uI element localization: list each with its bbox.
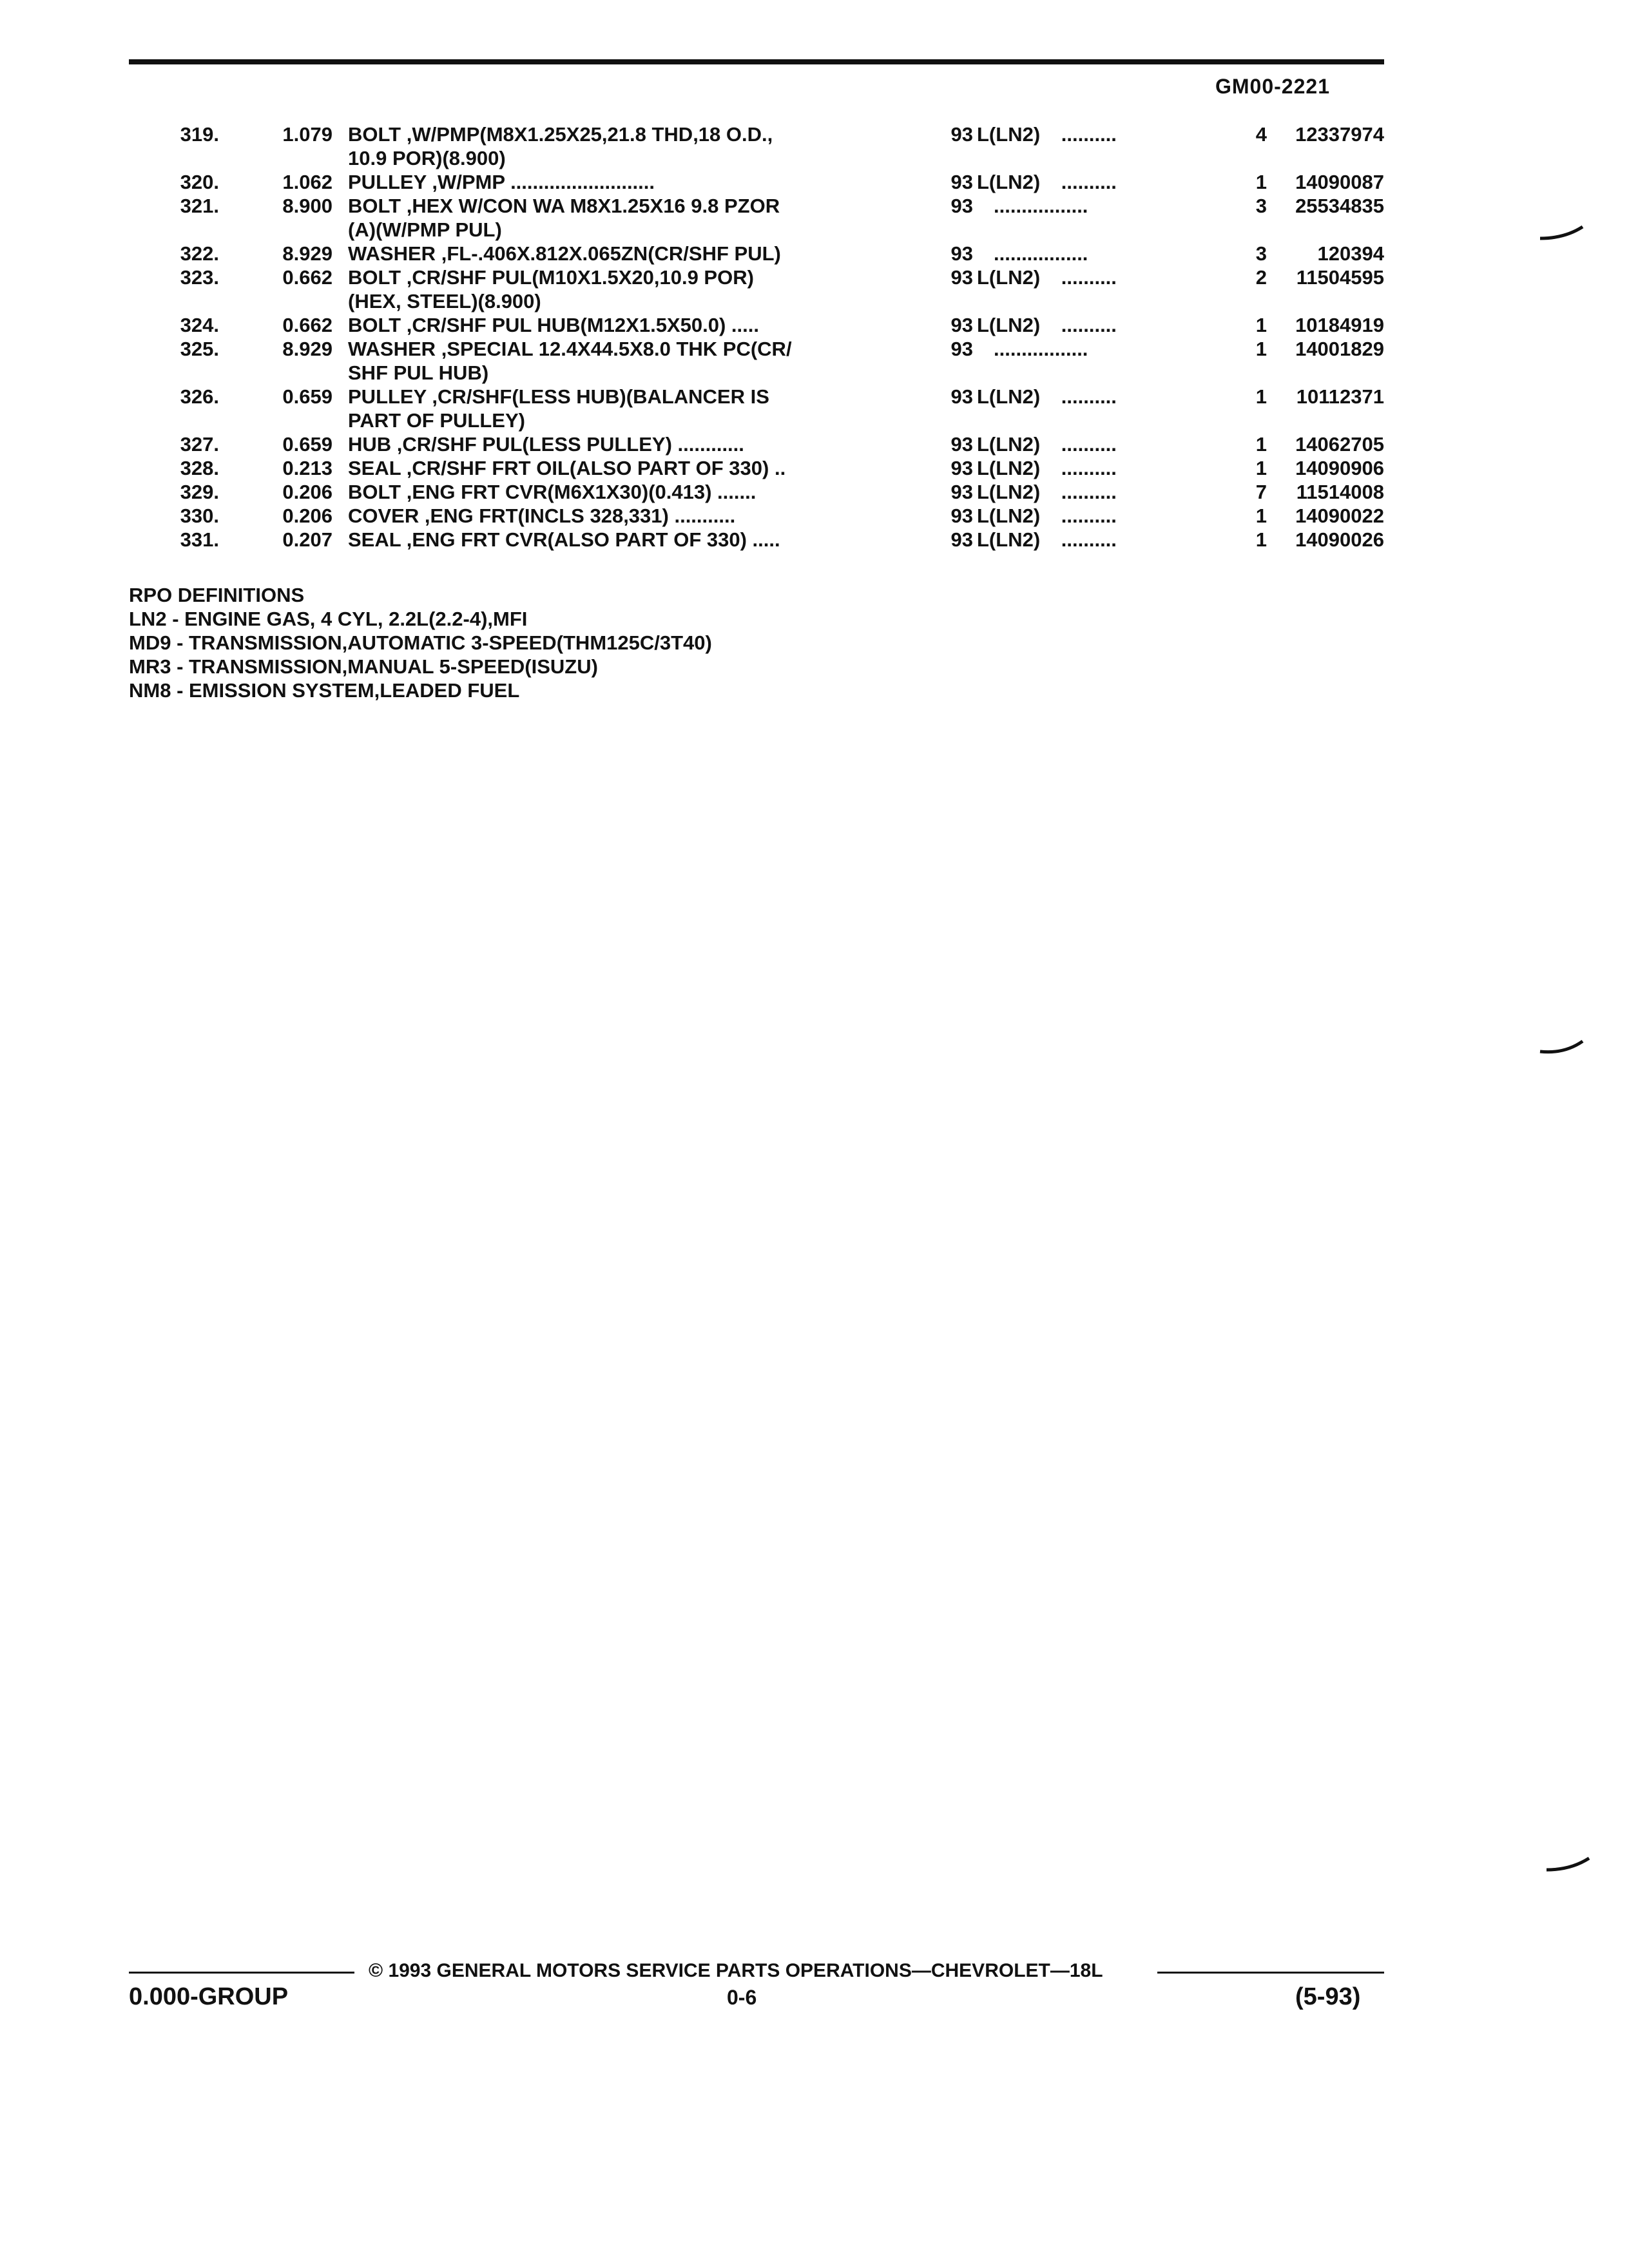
rpo-value: L(LN2) bbox=[977, 266, 1041, 289]
group-label: 0.000-GROUP bbox=[129, 1983, 289, 2010]
part-description bbox=[348, 456, 1012, 480]
item-number: 322. bbox=[180, 242, 219, 265]
part-noun: BOLT bbox=[348, 266, 401, 289]
part-description bbox=[348, 265, 1012, 313]
rpo-code: NM8 bbox=[129, 679, 171, 702]
model-year: 93 bbox=[950, 505, 973, 527]
part-detail: ,CR/SHF(LESS HUB)(BALANCER IS bbox=[432, 385, 769, 408]
part-detail: ,ENG FRT(INCLS 328,331) ........... bbox=[424, 505, 736, 527]
part-number: 11504595 bbox=[1296, 266, 1384, 289]
rpo-value: L(LN2) bbox=[977, 385, 1041, 408]
part-row bbox=[129, 242, 1385, 265]
group-number: 0.662 bbox=[282, 266, 333, 289]
part-description bbox=[348, 432, 1012, 456]
group-number: 0.206 bbox=[282, 481, 333, 503]
part-number: 10112371 bbox=[1296, 385, 1384, 408]
quantity: 1 bbox=[1255, 314, 1267, 336]
part-description bbox=[348, 194, 1012, 242]
model-year: 93 bbox=[950, 195, 973, 217]
item-number: 330. bbox=[180, 505, 219, 527]
group-number: 1.079 bbox=[282, 123, 333, 146]
dot-leader: ................. bbox=[994, 195, 1088, 217]
group-number: 8.929 bbox=[282, 242, 333, 265]
rpo-code bbox=[977, 313, 1235, 337]
parts-list bbox=[129, 122, 1385, 552]
dot-leader: .......... bbox=[1061, 481, 1117, 503]
part-number: 11514008 bbox=[1296, 481, 1384, 503]
part-number: 120394 bbox=[1317, 242, 1384, 265]
part-detail: ,W/PMP .......................... bbox=[432, 171, 655, 193]
rpo-code bbox=[977, 194, 1235, 218]
part-noun: BOLT bbox=[348, 314, 401, 336]
rpo-value: L(LN2) bbox=[977, 457, 1041, 479]
model-year: 93 bbox=[950, 528, 973, 551]
part-number: 12337974 bbox=[1295, 123, 1384, 146]
part-row bbox=[129, 170, 1385, 194]
part-detail-continued: (A)(W/PMP PUL) bbox=[348, 218, 502, 241]
part-row bbox=[129, 432, 1385, 456]
part-row bbox=[129, 528, 1385, 552]
footer-rule-left bbox=[129, 1972, 354, 1974]
part-row bbox=[129, 480, 1385, 504]
dot-leader: .......... bbox=[1061, 314, 1117, 336]
rpo-code bbox=[977, 337, 1235, 361]
part-number: 14090022 bbox=[1295, 505, 1384, 527]
copyright-line: © 1993 GENERAL MOTORS SERVICE PARTS OPERATIONS—CHEVROLET—18L bbox=[369, 1960, 1103, 1981]
rpo-definitions-title: RPO DEFINITIONS bbox=[129, 584, 305, 606]
part-number: 25534835 bbox=[1295, 195, 1384, 217]
footer-rule-right bbox=[1157, 1972, 1384, 1974]
document-id: GM00-2221 bbox=[1215, 75, 1330, 98]
part-number: 14001829 bbox=[1295, 338, 1384, 360]
group-number: 0.213 bbox=[282, 457, 333, 479]
part-row bbox=[129, 504, 1385, 528]
rpo-definition bbox=[129, 678, 712, 702]
part-row bbox=[129, 194, 1385, 242]
model-year: 93 bbox=[950, 385, 973, 408]
model-year: 93 bbox=[950, 171, 973, 193]
dot-leader: .......... bbox=[1061, 528, 1117, 551]
rpo-definition bbox=[129, 655, 712, 678]
dot-leader: .......... bbox=[1061, 171, 1117, 193]
part-noun: SEAL bbox=[348, 528, 401, 551]
group-number: 0.659 bbox=[282, 385, 333, 408]
item-number: 328. bbox=[180, 457, 219, 479]
quantity: 1 bbox=[1255, 457, 1267, 479]
part-detail: ,CR/SHF PUL(M10X1.5X20,10.9 POR) bbox=[406, 266, 754, 289]
part-detail-continued: 10.9 POR)(8.900) bbox=[348, 147, 506, 169]
rpo-code bbox=[977, 122, 1235, 146]
item-number: 326. bbox=[180, 385, 219, 408]
part-description bbox=[348, 313, 1012, 337]
dot-leader: ................. bbox=[994, 338, 1088, 360]
rpo-code bbox=[977, 456, 1235, 480]
quantity: 1 bbox=[1255, 433, 1267, 456]
part-detail: ,CR/SHF FRT OIL(ALSO PART OF 330) .. bbox=[406, 457, 786, 479]
part-detail: ,CR/SHF PUL HUB(M12X1.5X50.0) ..... bbox=[406, 314, 759, 336]
item-number: 331. bbox=[180, 528, 219, 551]
part-description bbox=[348, 122, 1012, 170]
item-number: 321. bbox=[180, 195, 219, 217]
rpo-definitions bbox=[129, 583, 712, 702]
model-year: 93 bbox=[950, 123, 973, 146]
group-number: 8.900 bbox=[282, 195, 333, 217]
part-row bbox=[129, 456, 1385, 480]
page-number: 0-6 bbox=[727, 1986, 757, 2009]
rpo-code bbox=[977, 528, 1235, 552]
part-noun: PULLEY bbox=[348, 385, 427, 408]
revision-date: (5-93) bbox=[1295, 1983, 1361, 2010]
part-number: 14090087 bbox=[1295, 171, 1384, 193]
rpo-text: - TRANSMISSION,MANUAL 5-SPEED(ISUZU) bbox=[171, 655, 598, 678]
part-noun: PULLEY bbox=[348, 171, 427, 193]
part-description bbox=[348, 385, 1012, 432]
model-year: 93 bbox=[950, 338, 973, 360]
part-detail-continued: SHF PUL HUB) bbox=[348, 361, 489, 384]
part-noun: BOLT bbox=[348, 195, 401, 217]
binder-mark-icon bbox=[1545, 1856, 1590, 1872]
binder-mark-icon bbox=[1539, 1039, 1584, 1055]
group-number: 0.659 bbox=[282, 433, 333, 456]
group-number: 0.662 bbox=[282, 314, 333, 336]
rpo-value: L(LN2) bbox=[977, 481, 1041, 503]
quantity: 3 bbox=[1255, 242, 1267, 265]
group-number: 1.062 bbox=[282, 171, 333, 193]
part-noun: HUB bbox=[348, 433, 392, 456]
part-number: 14062705 bbox=[1295, 433, 1384, 456]
model-year: 93 bbox=[950, 433, 973, 456]
part-number: 10184919 bbox=[1295, 314, 1384, 336]
quantity: 2 bbox=[1255, 266, 1267, 289]
part-noun: COVER bbox=[348, 505, 419, 527]
rpo-code: LN2 bbox=[129, 608, 167, 630]
rpo-definition bbox=[129, 631, 712, 655]
rpo-value: L(LN2) bbox=[977, 528, 1041, 551]
part-row bbox=[129, 313, 1385, 337]
part-detail: ,ENG FRT CVR(ALSO PART OF 330) ..... bbox=[406, 528, 780, 551]
part-detail: ,HEX W/CON WA M8X1.25X16 9.8 PZOR bbox=[406, 195, 780, 217]
rpo-value: L(LN2) bbox=[977, 314, 1041, 336]
part-detail: ,ENG FRT CVR(M6X1X30)(0.413) ....... bbox=[406, 481, 757, 503]
part-number: 14090026 bbox=[1295, 528, 1384, 551]
rpo-code bbox=[977, 385, 1235, 408]
item-number: 323. bbox=[180, 266, 219, 289]
quantity: 4 bbox=[1255, 123, 1267, 146]
model-year: 93 bbox=[950, 266, 973, 289]
quantity: 1 bbox=[1255, 528, 1267, 551]
part-description bbox=[348, 504, 1012, 528]
group-number: 8.929 bbox=[282, 338, 333, 360]
item-number: 319. bbox=[180, 123, 219, 146]
quantity: 1 bbox=[1255, 505, 1267, 527]
header-rule bbox=[129, 59, 1384, 64]
part-description bbox=[348, 480, 1012, 504]
part-description bbox=[348, 242, 1012, 265]
model-year: 93 bbox=[950, 314, 973, 336]
item-number: 320. bbox=[180, 171, 219, 193]
rpo-value: L(LN2) bbox=[977, 505, 1041, 527]
part-noun: WASHER bbox=[348, 338, 436, 360]
part-description bbox=[348, 170, 1012, 194]
rpo-code: MR3 bbox=[129, 655, 171, 678]
group-number: 0.206 bbox=[282, 505, 333, 527]
rpo-value: L(LN2) bbox=[977, 433, 1041, 456]
item-number: 327. bbox=[180, 433, 219, 456]
rpo-code bbox=[977, 504, 1235, 528]
dot-leader: ................. bbox=[994, 242, 1088, 265]
dot-leader: .......... bbox=[1061, 385, 1117, 408]
binder-mark-icon bbox=[1539, 224, 1584, 241]
part-detail: ,SPECIAL 12.4X44.5X8.0 THK PC(CR/ bbox=[441, 338, 792, 360]
quantity: 1 bbox=[1255, 171, 1267, 193]
part-noun: WASHER bbox=[348, 242, 436, 265]
item-number: 325. bbox=[180, 338, 219, 360]
dot-leader: .......... bbox=[1061, 505, 1117, 527]
dot-leader: .......... bbox=[1061, 266, 1117, 289]
rpo-code bbox=[977, 170, 1235, 194]
part-noun: BOLT bbox=[348, 123, 401, 146]
part-detail-continued: PART OF PULLEY) bbox=[348, 409, 525, 432]
part-description bbox=[348, 337, 1012, 385]
item-number: 329. bbox=[180, 481, 219, 503]
part-noun: BOLT bbox=[348, 481, 401, 503]
item-number: 324. bbox=[180, 314, 219, 336]
model-year: 93 bbox=[950, 481, 973, 503]
group-number: 0.207 bbox=[282, 528, 333, 551]
part-description bbox=[348, 528, 1012, 552]
rpo-text: - EMISSION SYSTEM,LEADED FUEL bbox=[171, 679, 520, 702]
rpo-code bbox=[977, 265, 1235, 289]
quantity: 1 bbox=[1255, 385, 1267, 408]
rpo-text: - TRANSMISSION,AUTOMATIC 3-SPEED(THM125C/3T40) bbox=[171, 631, 712, 654]
rpo-code bbox=[977, 480, 1235, 504]
dot-leader: .......... bbox=[1061, 433, 1117, 456]
part-row bbox=[129, 265, 1385, 313]
quantity: 7 bbox=[1255, 481, 1267, 503]
model-year: 93 bbox=[950, 457, 973, 479]
part-detail: ,FL-.406X.812X.065ZN(CR/SHF PUL) bbox=[441, 242, 781, 265]
rpo-value: L(LN2) bbox=[977, 171, 1041, 193]
part-detail-continued: (HEX, STEEL)(8.900) bbox=[348, 290, 541, 312]
rpo-value: L(LN2) bbox=[977, 123, 1041, 146]
rpo-definition bbox=[129, 607, 712, 631]
part-row bbox=[129, 337, 1385, 385]
model-year: 93 bbox=[950, 242, 973, 265]
part-row bbox=[129, 385, 1385, 432]
rpo-text: - ENGINE GAS, 4 CYL, 2.2L(2.2-4),MFI bbox=[166, 608, 528, 630]
dot-leader: .......... bbox=[1061, 123, 1117, 146]
part-detail: ,CR/SHF PUL(LESS PULLEY) ............ bbox=[396, 433, 744, 456]
part-number: 14090906 bbox=[1295, 457, 1384, 479]
dot-leader: .......... bbox=[1061, 457, 1117, 479]
part-noun: SEAL bbox=[348, 457, 401, 479]
part-row bbox=[129, 122, 1385, 170]
rpo-code bbox=[977, 432, 1235, 456]
part-detail: ,W/PMP(M8X1.25X25,21.8 THD,18 O.D., bbox=[406, 123, 773, 146]
rpo-code: MD9 bbox=[129, 631, 171, 654]
quantity: 3 bbox=[1255, 195, 1267, 217]
rpo-code bbox=[977, 242, 1235, 265]
quantity: 1 bbox=[1255, 338, 1267, 360]
